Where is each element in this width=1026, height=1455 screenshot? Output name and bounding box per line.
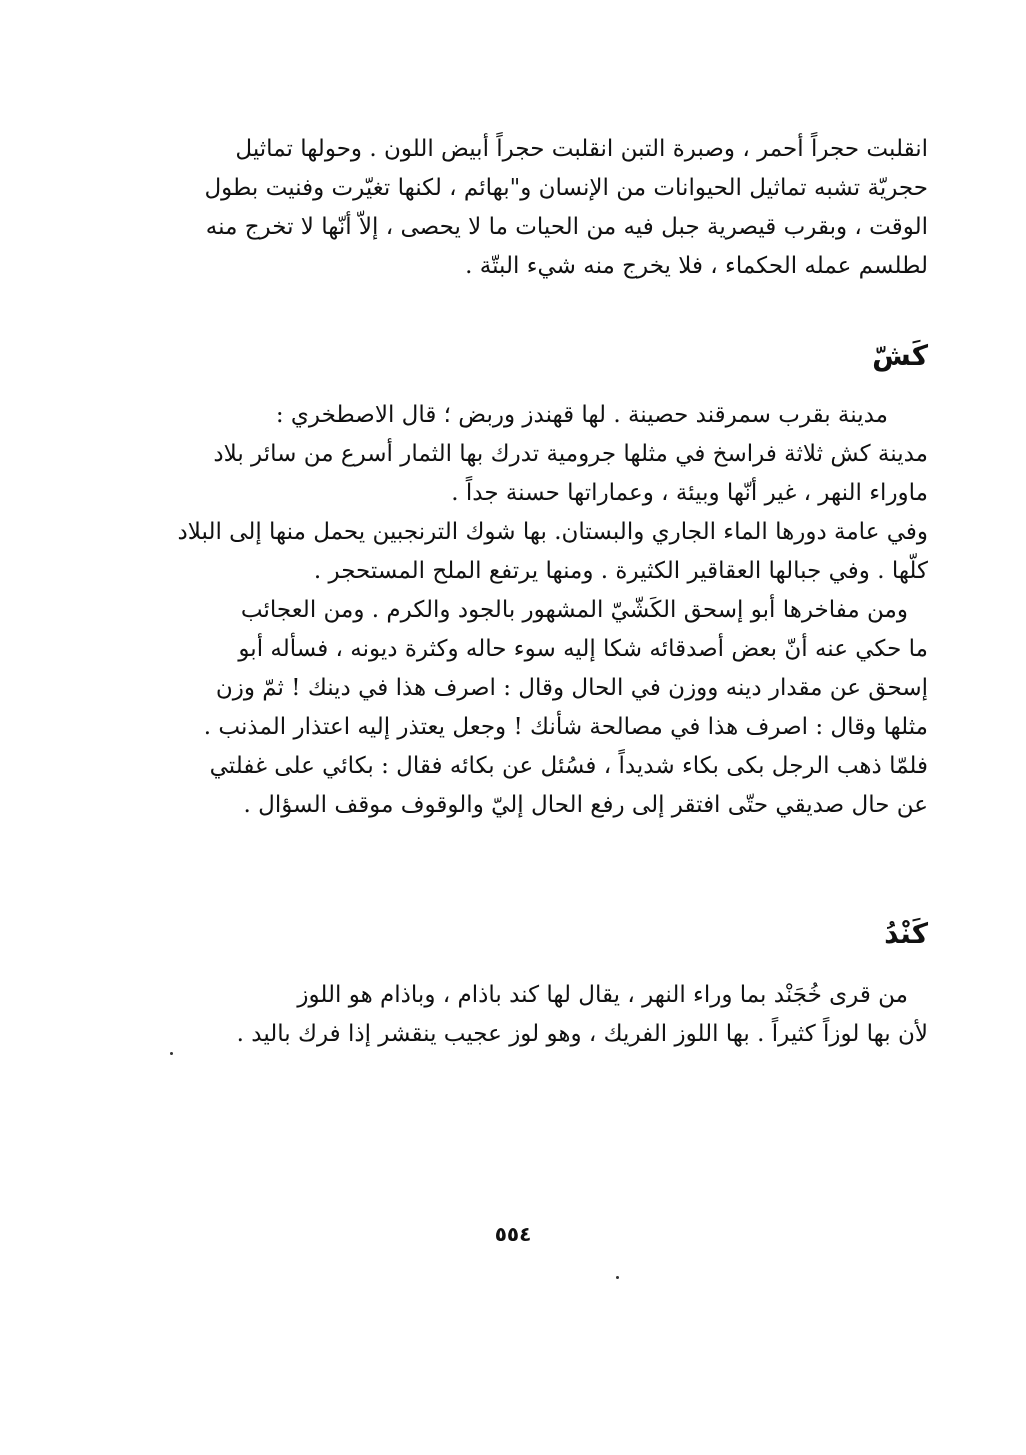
text-line: انقلبت حجراً أحمر ، وصبرة التبن انقلبت حجراً أبيض اللون . وحولها تماثيل xyxy=(235,136,928,162)
text-line: ما حكي عنه أنّ بعض أصدقائه شكا إليه سوء حاله وكثرة ديونه ، فسأله أبو xyxy=(238,636,928,662)
entry-body-kand xyxy=(160,976,928,1054)
scan-speck xyxy=(170,1052,173,1055)
text-line: عن حال صديقي حتّى افتقر إلى رفع الحال إليّ والوقوف موقف السؤال . xyxy=(243,792,928,818)
text-line: من قرى خُجَنْد بما وراء النهر ، يقال لها كند باذام ، وباذام هو اللوز xyxy=(297,982,908,1008)
text-line: مدينة بقرب سمرقند حصينة . لها قهندز وربض ؛ قال الاصطخري : xyxy=(275,402,888,428)
text-line: حجريّة تشبه تماثيل الحيوانات من الإنسان و"بهائم ، لكنها تغيّرت وفنيت بطول xyxy=(204,175,928,201)
page-number: ٥٥٤ xyxy=(494,1222,532,1246)
paragraph-continuation xyxy=(160,130,928,286)
text-line: مثلها وقال : اصرف هذا في مصالحة شأنك ! وجعل يعتذر إليه اعتذار المذنب . xyxy=(203,714,928,740)
scan-speck xyxy=(616,1276,619,1279)
text-line: ماوراء النهر ، غير أنّها وبيئة ، وعماراتها حسنة جداً . xyxy=(451,480,928,506)
text-line: الوقت ، وبقرب قيصرية جبل فيه من الحيات ما لا يحصى ، إلاّ أنّها لا تخرج منه xyxy=(205,214,928,240)
text-line: لطلسم عمله الحكماء ، فلا يخرج منه شيء البتّة . xyxy=(465,253,928,279)
text-line: مدينة كش ثلاثة فراسخ في مثلها جرومية تدرك بها الثمار أسرع من سائر بلاد xyxy=(213,441,928,467)
text-line: ومن مفاخرها أبو إسحق الكَشّيّ المشهور بالجود والكرم . ومن العجائب xyxy=(240,597,908,623)
text-line: وفي عامة دورها الماء الجاري والبستان. بها شوك الترنجبين يحمل منها إلى البلاد xyxy=(177,519,928,545)
text-line: كلّها . وفي جبالها العقاقير الكثيرة . ومنها يرتفع الملح المستحجر . xyxy=(313,558,928,584)
text-line: لأن بها لوزاً كثيراً . بها اللوز الفريك ، وهو لوز عجيب ينقشر إذا فرك باليد . xyxy=(236,1021,928,1047)
text-line: إسحق عن مقدار دينه ووزن في الحال وقال : اصرف هذا في دينك ! ثمّ وزن xyxy=(215,675,928,701)
entry-body-kash xyxy=(160,396,928,825)
text-line: فلمّا ذهب الرجل بكى بكاء شديداً ، فسُئل عن بكائه فقال : بكائي على غفلتي xyxy=(209,753,928,779)
entry-heading-kand: كَنْدُ xyxy=(884,917,928,950)
entry-heading-kash: كَشّ xyxy=(872,339,928,372)
